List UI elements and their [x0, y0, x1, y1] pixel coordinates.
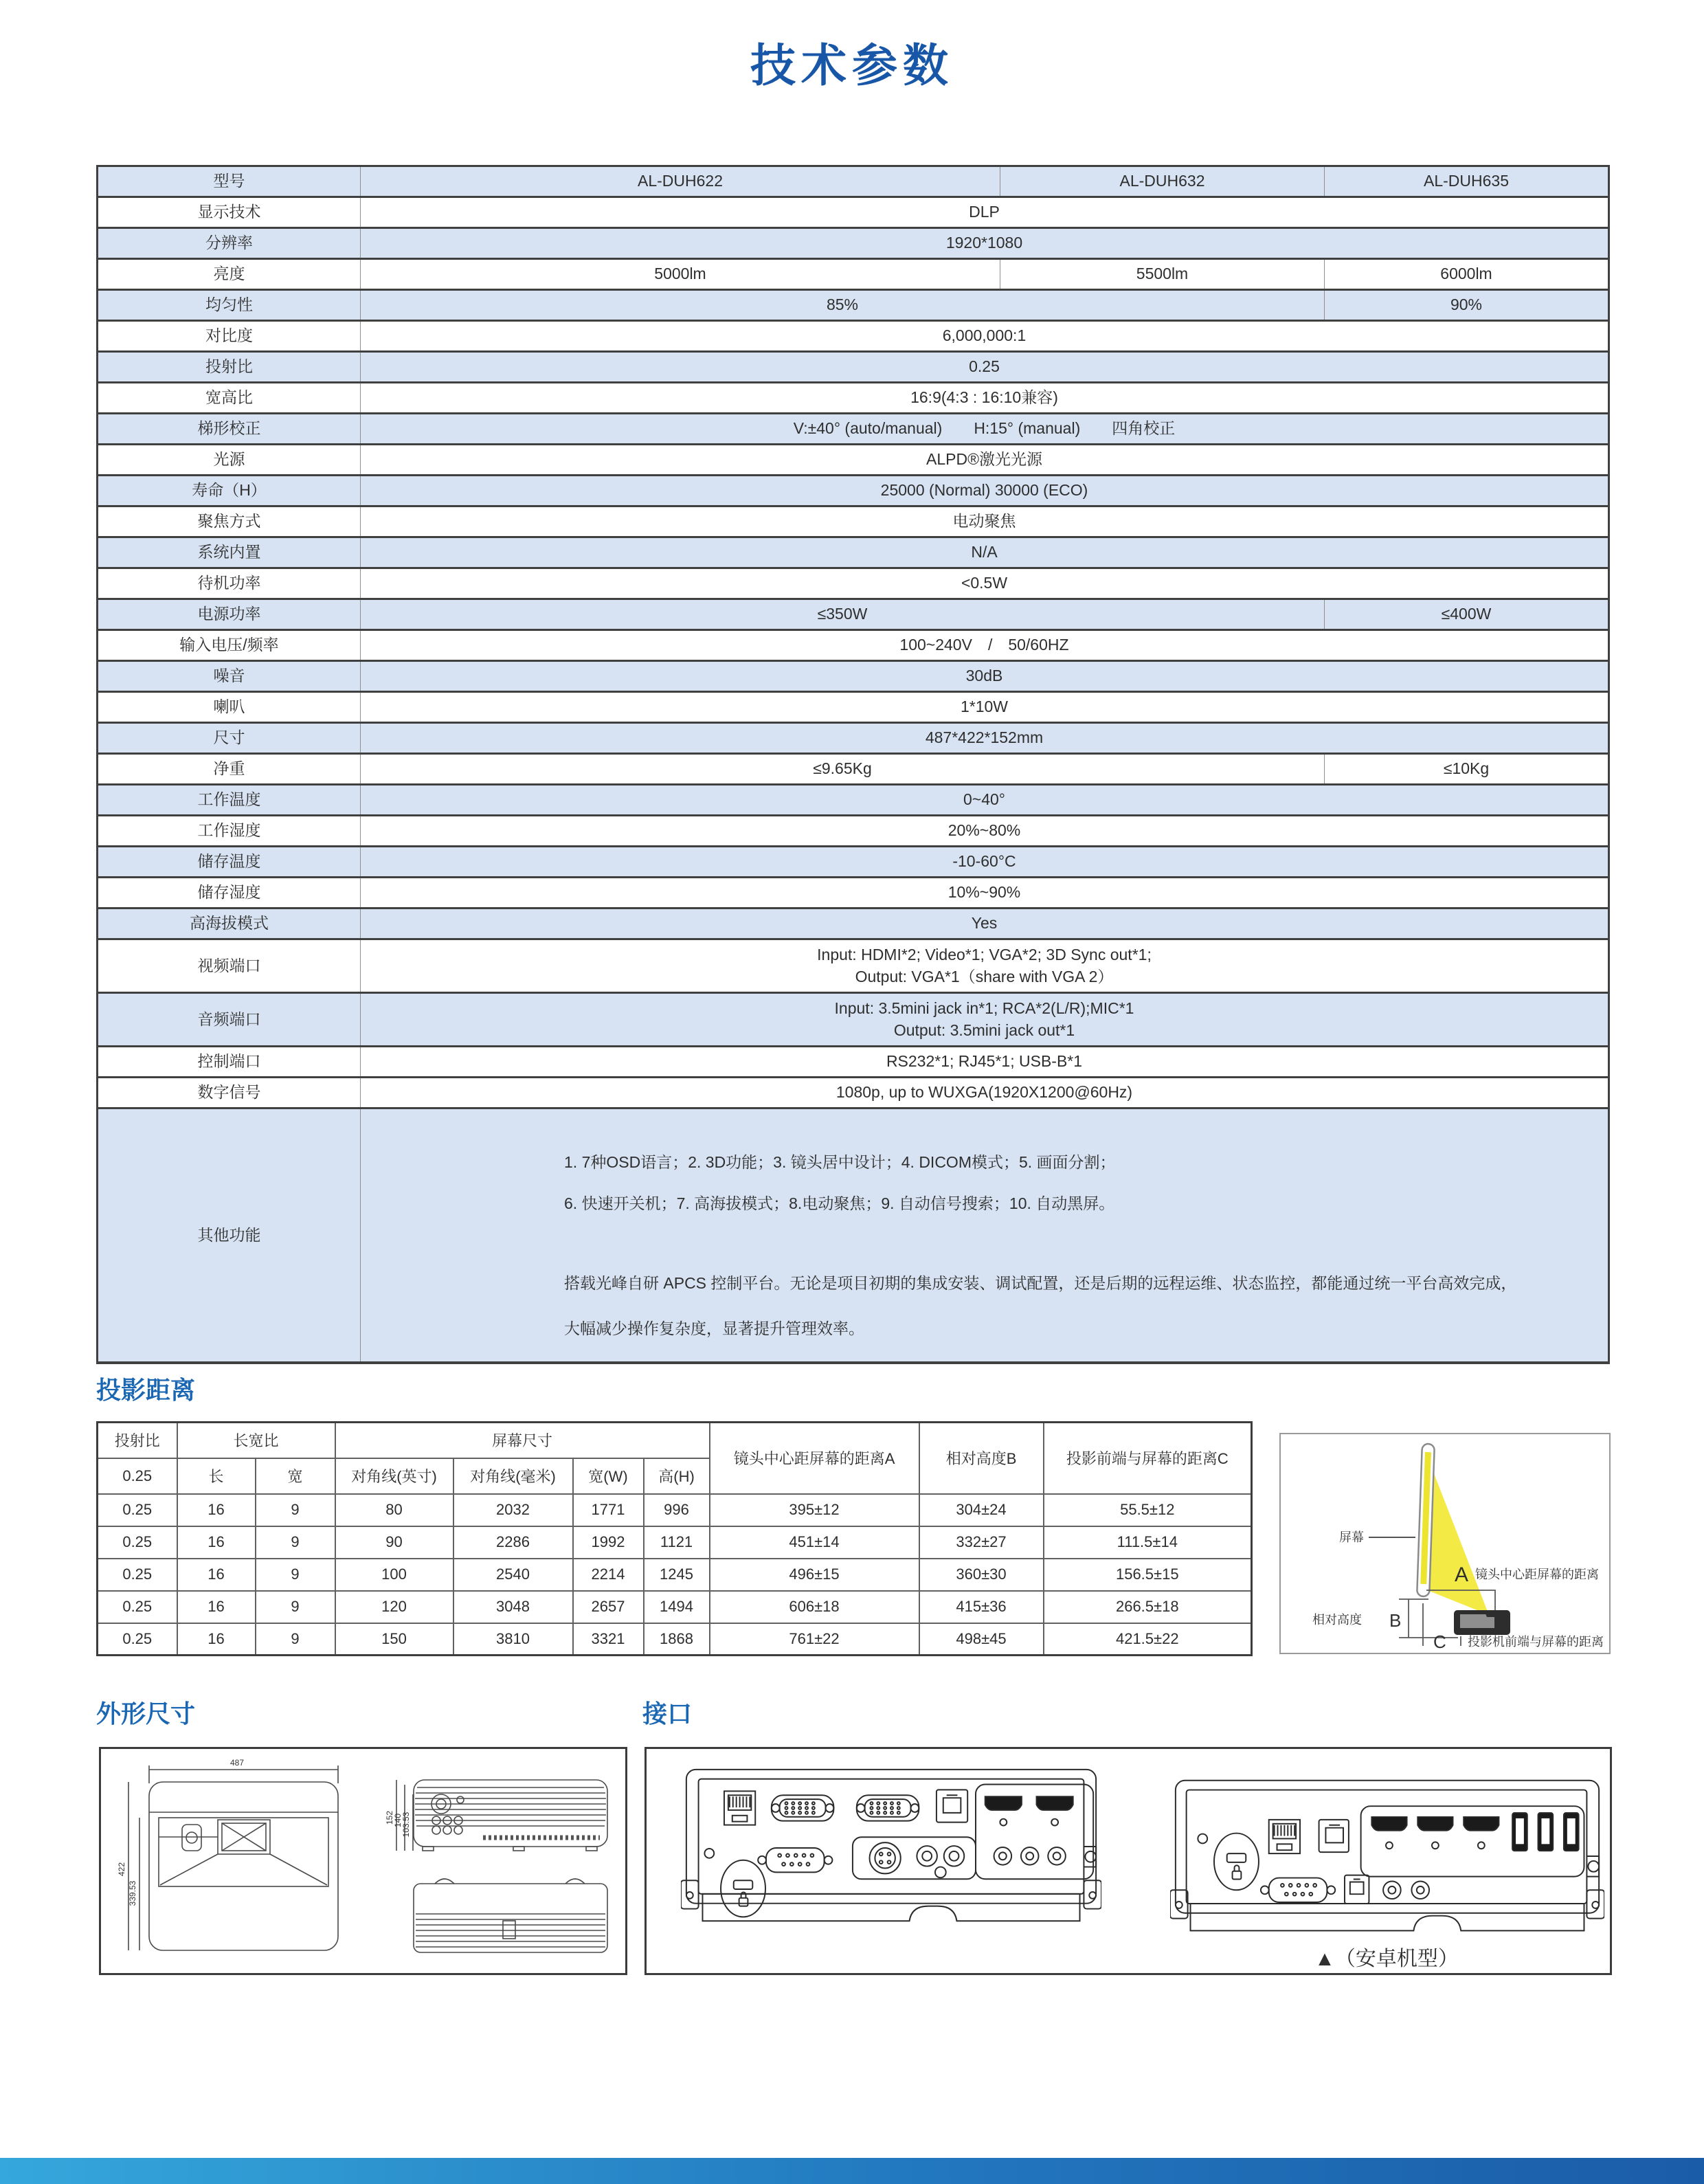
spec-row [98, 785, 1609, 816]
rj45-port-icon [1269, 1820, 1300, 1853]
audio-jack-icon [935, 1867, 946, 1878]
spec-cell: Yes [361, 909, 1609, 939]
other-features-cell [361, 1108, 1609, 1363]
spec-row [98, 723, 1609, 754]
spec-cell: 16:9(4:3 : 16:10兼容) [361, 383, 1609, 414]
spec-cell: Input: HDMI*2; Video*1; VGA*2; 3D Sync out*1; Output: VGA*1（share with VGA 2） [361, 939, 1609, 993]
spec-row-label: 分辨率 [98, 228, 361, 259]
spec-row [98, 1047, 1609, 1078]
spec-row-label: 视频端口 [98, 939, 361, 993]
spec-row-label: 梯形校正 [98, 414, 361, 445]
col-header: 0.25 [98, 1458, 177, 1494]
col-header: 相对高度B [919, 1423, 1044, 1494]
mini-din-port-icon [870, 1842, 901, 1873]
spec-row [98, 259, 1609, 290]
apcs-paragraph: 搭载光峰自研 APCS 控制平台。无论是项目初期的集成安装、调试配置，还是后期的远程运维、状态监控，都能通过统一平台高效完成， 大幅减少操作复杂度，显著提升管理效率。 [564, 1273, 1517, 1338]
recessed-port-area [853, 1837, 976, 1879]
spec-row-label: 均匀性 [98, 290, 361, 321]
col-header: 宽 [256, 1458, 335, 1494]
spec-row-label: 光源 [98, 445, 361, 476]
spec-cell: ≤10Kg [1325, 754, 1609, 785]
spec-cell: 1*10W [361, 692, 1609, 723]
screen-label: 屏幕 [1339, 1530, 1364, 1544]
spec-row-label: 对比度 [98, 321, 361, 352]
col-header: 高(H) [644, 1458, 710, 1494]
spec-cell: V:±40° (auto/manual) H:15° (manual) 四角校正 [361, 414, 1609, 445]
projection-row: 0.25 16 9 150 3810 3321 1868 761±22 498±45 421.5±22 [98, 1623, 1252, 1656]
spec-row-label: 高海拔模式 [98, 909, 361, 939]
col-header: 镜头中心距屏幕的距离A [710, 1423, 919, 1494]
spec-cell: 10%~90% [361, 878, 1609, 909]
optical-port-icon [1345, 1875, 1369, 1904]
spec-row-label: 尺寸 [98, 723, 361, 754]
spec-cell: DLP [361, 197, 1609, 228]
spec-cell: 电动聚焦 [361, 506, 1609, 537]
features-list: 1. 7种OSD语言；2. 3D功能；3. 镜头居中设计；4. DICOM模式；5. 画面分割； 6. 快速开关机；7. 高海拔模式；8.电动聚焦；9. 自动信号搜索；10. 自动黑屏。 [564, 1153, 1116, 1212]
spec-cell: 6,000,000:1 [361, 321, 1609, 352]
spec-row-label: 聚焦方式 [98, 506, 361, 537]
projection-diagram [1279, 1433, 1611, 1654]
spec-row-label: 亮度 [98, 259, 361, 290]
spec-cell: 5500lm [1000, 259, 1325, 290]
spec-cell: 5000lm [361, 259, 1000, 290]
c-label: 投影机前端与屏幕的距离 [1468, 1635, 1604, 1649]
spec-row [98, 993, 1609, 1047]
spec-row [98, 754, 1609, 785]
svg-text:140: 140 [393, 1813, 403, 1828]
rca-jack-icon [917, 1846, 937, 1867]
spec-cell: RS232*1; RJ45*1; USB-B*1 [361, 1047, 1609, 1078]
col-header: 投射比 [98, 1423, 177, 1458]
col-header: 宽(W) [573, 1458, 644, 1494]
col-header: 长 [177, 1458, 256, 1494]
screw-hole-icon [704, 1849, 714, 1858]
spec-row [98, 476, 1609, 506]
spec-cell: 0~40° [361, 785, 1609, 816]
usb-a-port-icon [1564, 1813, 1579, 1851]
hdmi-port-icon [1464, 1817, 1499, 1849]
spec-row [98, 197, 1609, 228]
projection-header-row1 [98, 1423, 1252, 1458]
a-label: 镜头中心距屏幕的距离 [1475, 1568, 1599, 1581]
spec-cell: -10-60°C [361, 847, 1609, 878]
hdmi-port-icon [985, 1796, 1022, 1825]
spec-row-label: 工作湿度 [98, 816, 361, 847]
hdmi-port-icon [1371, 1817, 1406, 1849]
spec-table [96, 165, 1610, 1364]
usb-a-port-icon [1538, 1813, 1554, 1851]
rs232-port-icon [758, 1848, 832, 1872]
spec-row-label: 型号 [98, 166, 361, 197]
spec-cell: N/A [361, 537, 1609, 568]
spec-row [98, 939, 1609, 993]
spec-cell: 25000 (Normal) 30000 (ECO) [361, 476, 1609, 506]
usb-b-port-icon [1319, 1820, 1349, 1852]
spec-row-label: 音频端口 [98, 993, 361, 1047]
rca-jack-icon [944, 1846, 965, 1867]
spec-row-label: 其他功能 [98, 1108, 361, 1363]
spec-cell: 90% [1325, 290, 1609, 321]
model-name: AL-DUH622 [361, 166, 1000, 197]
hdmi-port-icon [1037, 1796, 1073, 1825]
top-view-drawing [117, 1758, 338, 1950]
spec-row-label: 储存温度 [98, 847, 361, 878]
footer-bar [0, 2158, 1704, 2184]
spec-row [98, 661, 1609, 692]
spec-row-label: 工作温度 [98, 785, 361, 816]
svg-text:152: 152 [385, 1810, 394, 1825]
col-header: 对角线(英寸) [335, 1458, 453, 1494]
vga-port-icon [772, 1795, 834, 1820]
spec-row [98, 445, 1609, 476]
spec-row-label: 数字信号 [98, 1078, 361, 1108]
spec-row-label: 输入电压/频率 [98, 630, 361, 661]
usb-b-port-icon [937, 1790, 967, 1822]
projection-row: 0.25 16 9 90 2286 1992 1121 451±14 332±27 111.5±14 [98, 1526, 1252, 1559]
col-header: 长宽比 [177, 1423, 335, 1458]
b-letter: B [1389, 1610, 1402, 1631]
model-name: AL-DUH635 [1325, 166, 1609, 197]
spec-row-label: 寿命（H） [98, 476, 361, 506]
rear-view-drawing [414, 1879, 607, 1952]
spec-cell: 30dB [361, 661, 1609, 692]
spec-cell: 100~240V / 50/60HZ [361, 630, 1609, 661]
vga-port-icon [857, 1795, 919, 1820]
spec-row-other-features [98, 1108, 1609, 1363]
spec-cell: 6000lm [1325, 259, 1609, 290]
spec-cell: ALPD®激光光源 [361, 445, 1609, 476]
interface-panel-standard [681, 1765, 1101, 1930]
spec-row [98, 568, 1609, 599]
kensington-lock-icon [721, 1860, 765, 1917]
kensington-lock-icon [1214, 1834, 1259, 1891]
a-letter: A [1455, 1563, 1469, 1586]
col-header: 屏幕尺寸 [335, 1423, 710, 1458]
spec-row [98, 321, 1609, 352]
spec-row [98, 352, 1609, 383]
spec-cell: Input: 3.5mini jack in*1; RCA*2(L/R);MIC*1 Output: 3.5mini jack out*1 [361, 993, 1609, 1047]
spec-cell: 20%~80% [361, 816, 1609, 847]
rj45-port-icon [724, 1791, 755, 1825]
android-caption: ▲（安卓机型） [1314, 1948, 1459, 1970]
projection-row: 0.25 16 9 80 2032 1771 996 395±12 304±24 55.5±12 [98, 1494, 1252, 1526]
spec-cell: 0.25 [361, 352, 1609, 383]
spec-row [98, 692, 1609, 723]
spec-row [98, 1078, 1609, 1108]
spec-row [98, 537, 1609, 568]
projection-table [96, 1421, 1253, 1656]
spec-row [98, 383, 1609, 414]
spec-cell: 487*422*152mm [361, 723, 1609, 754]
spec-row [98, 599, 1609, 630]
projector-icon [1454, 1610, 1510, 1635]
projection-heading: 投影距离 [96, 1376, 196, 1404]
spec-row-label: 电源功率 [98, 599, 361, 630]
spec-row [98, 228, 1609, 259]
dimensions-drawing [99, 1747, 627, 1975]
svg-text:339.53: 339.53 [128, 1880, 137, 1906]
spec-cell: 1920*1080 [361, 228, 1609, 259]
spec-row-label: 宽高比 [98, 383, 361, 414]
projection-row: 0.25 16 9 120 3048 2657 1494 606±18 415±36 266.5±18 [98, 1591, 1252, 1623]
spec-header-row [98, 166, 1609, 197]
spec-row-label: 系统内置 [98, 537, 361, 568]
audio-jack-icon [1021, 1847, 1039, 1865]
audio-jack-icon [1383, 1881, 1401, 1899]
rs232-port-icon [1261, 1878, 1335, 1902]
col-header: 对角线(毫米) [453, 1458, 573, 1494]
spec-row-label: 显示技术 [98, 197, 361, 228]
spec-row-label: 喇叭 [98, 692, 361, 723]
page-title: 技术参数 [750, 40, 954, 91]
spec-row-label: 噪音 [98, 661, 361, 692]
audio-jack-icon [994, 1847, 1012, 1865]
screw-hole-icon [1198, 1834, 1207, 1844]
spec-row-label: 控制端口 [98, 1047, 361, 1078]
svg-text:422: 422 [117, 1862, 126, 1877]
svg-text:487: 487 [229, 1758, 245, 1768]
interfaces-heading: 接口 [642, 1700, 693, 1728]
spec-row [98, 290, 1609, 321]
spec-row [98, 878, 1609, 909]
spec-row-label: 净重 [98, 754, 361, 785]
col-header: 投影前端与屏幕的距离C [1044, 1423, 1252, 1494]
spec-cell: ≤350W [361, 599, 1325, 630]
dimensions-heading: 外形尺寸 [96, 1700, 196, 1728]
audio-jack-icon [1411, 1881, 1429, 1899]
usb-a-port-icon [1512, 1813, 1527, 1851]
spec-cell: <0.5W [361, 568, 1609, 599]
spec-cell: 85% [361, 290, 1325, 321]
interface-panel-android [1170, 1776, 1604, 1940]
spec-row [98, 847, 1609, 878]
side-view-drawing [385, 1780, 607, 1851]
b-label: 相对高度 [1312, 1613, 1362, 1627]
spec-row-label: 待机功率 [98, 568, 361, 599]
spec-row [98, 909, 1609, 939]
svg-text:103.53: 103.53 [401, 1812, 411, 1838]
spec-row-label: 投射比 [98, 352, 361, 383]
spec-cell: 1080p, up to WUXGA(1920X1200@60Hz) [361, 1078, 1609, 1108]
spec-row [98, 414, 1609, 445]
interfaces-drawing [644, 1747, 1612, 1975]
spec-cell: ≤400W [1325, 599, 1609, 630]
spec-row [98, 630, 1609, 661]
spec-row [98, 506, 1609, 537]
spec-cell: ≤9.65Kg [361, 754, 1325, 785]
spec-row [98, 816, 1609, 847]
projection-row: 0.25 16 9 100 2540 2214 1245 496±15 360±30 156.5±15 [98, 1559, 1252, 1591]
hdmi-port-icon [1417, 1817, 1453, 1849]
spec-row-label: 储存湿度 [98, 878, 361, 909]
c-letter: C [1433, 1631, 1446, 1652]
audio-jack-icon [1048, 1847, 1066, 1865]
model-name: AL-DUH632 [1000, 166, 1325, 197]
